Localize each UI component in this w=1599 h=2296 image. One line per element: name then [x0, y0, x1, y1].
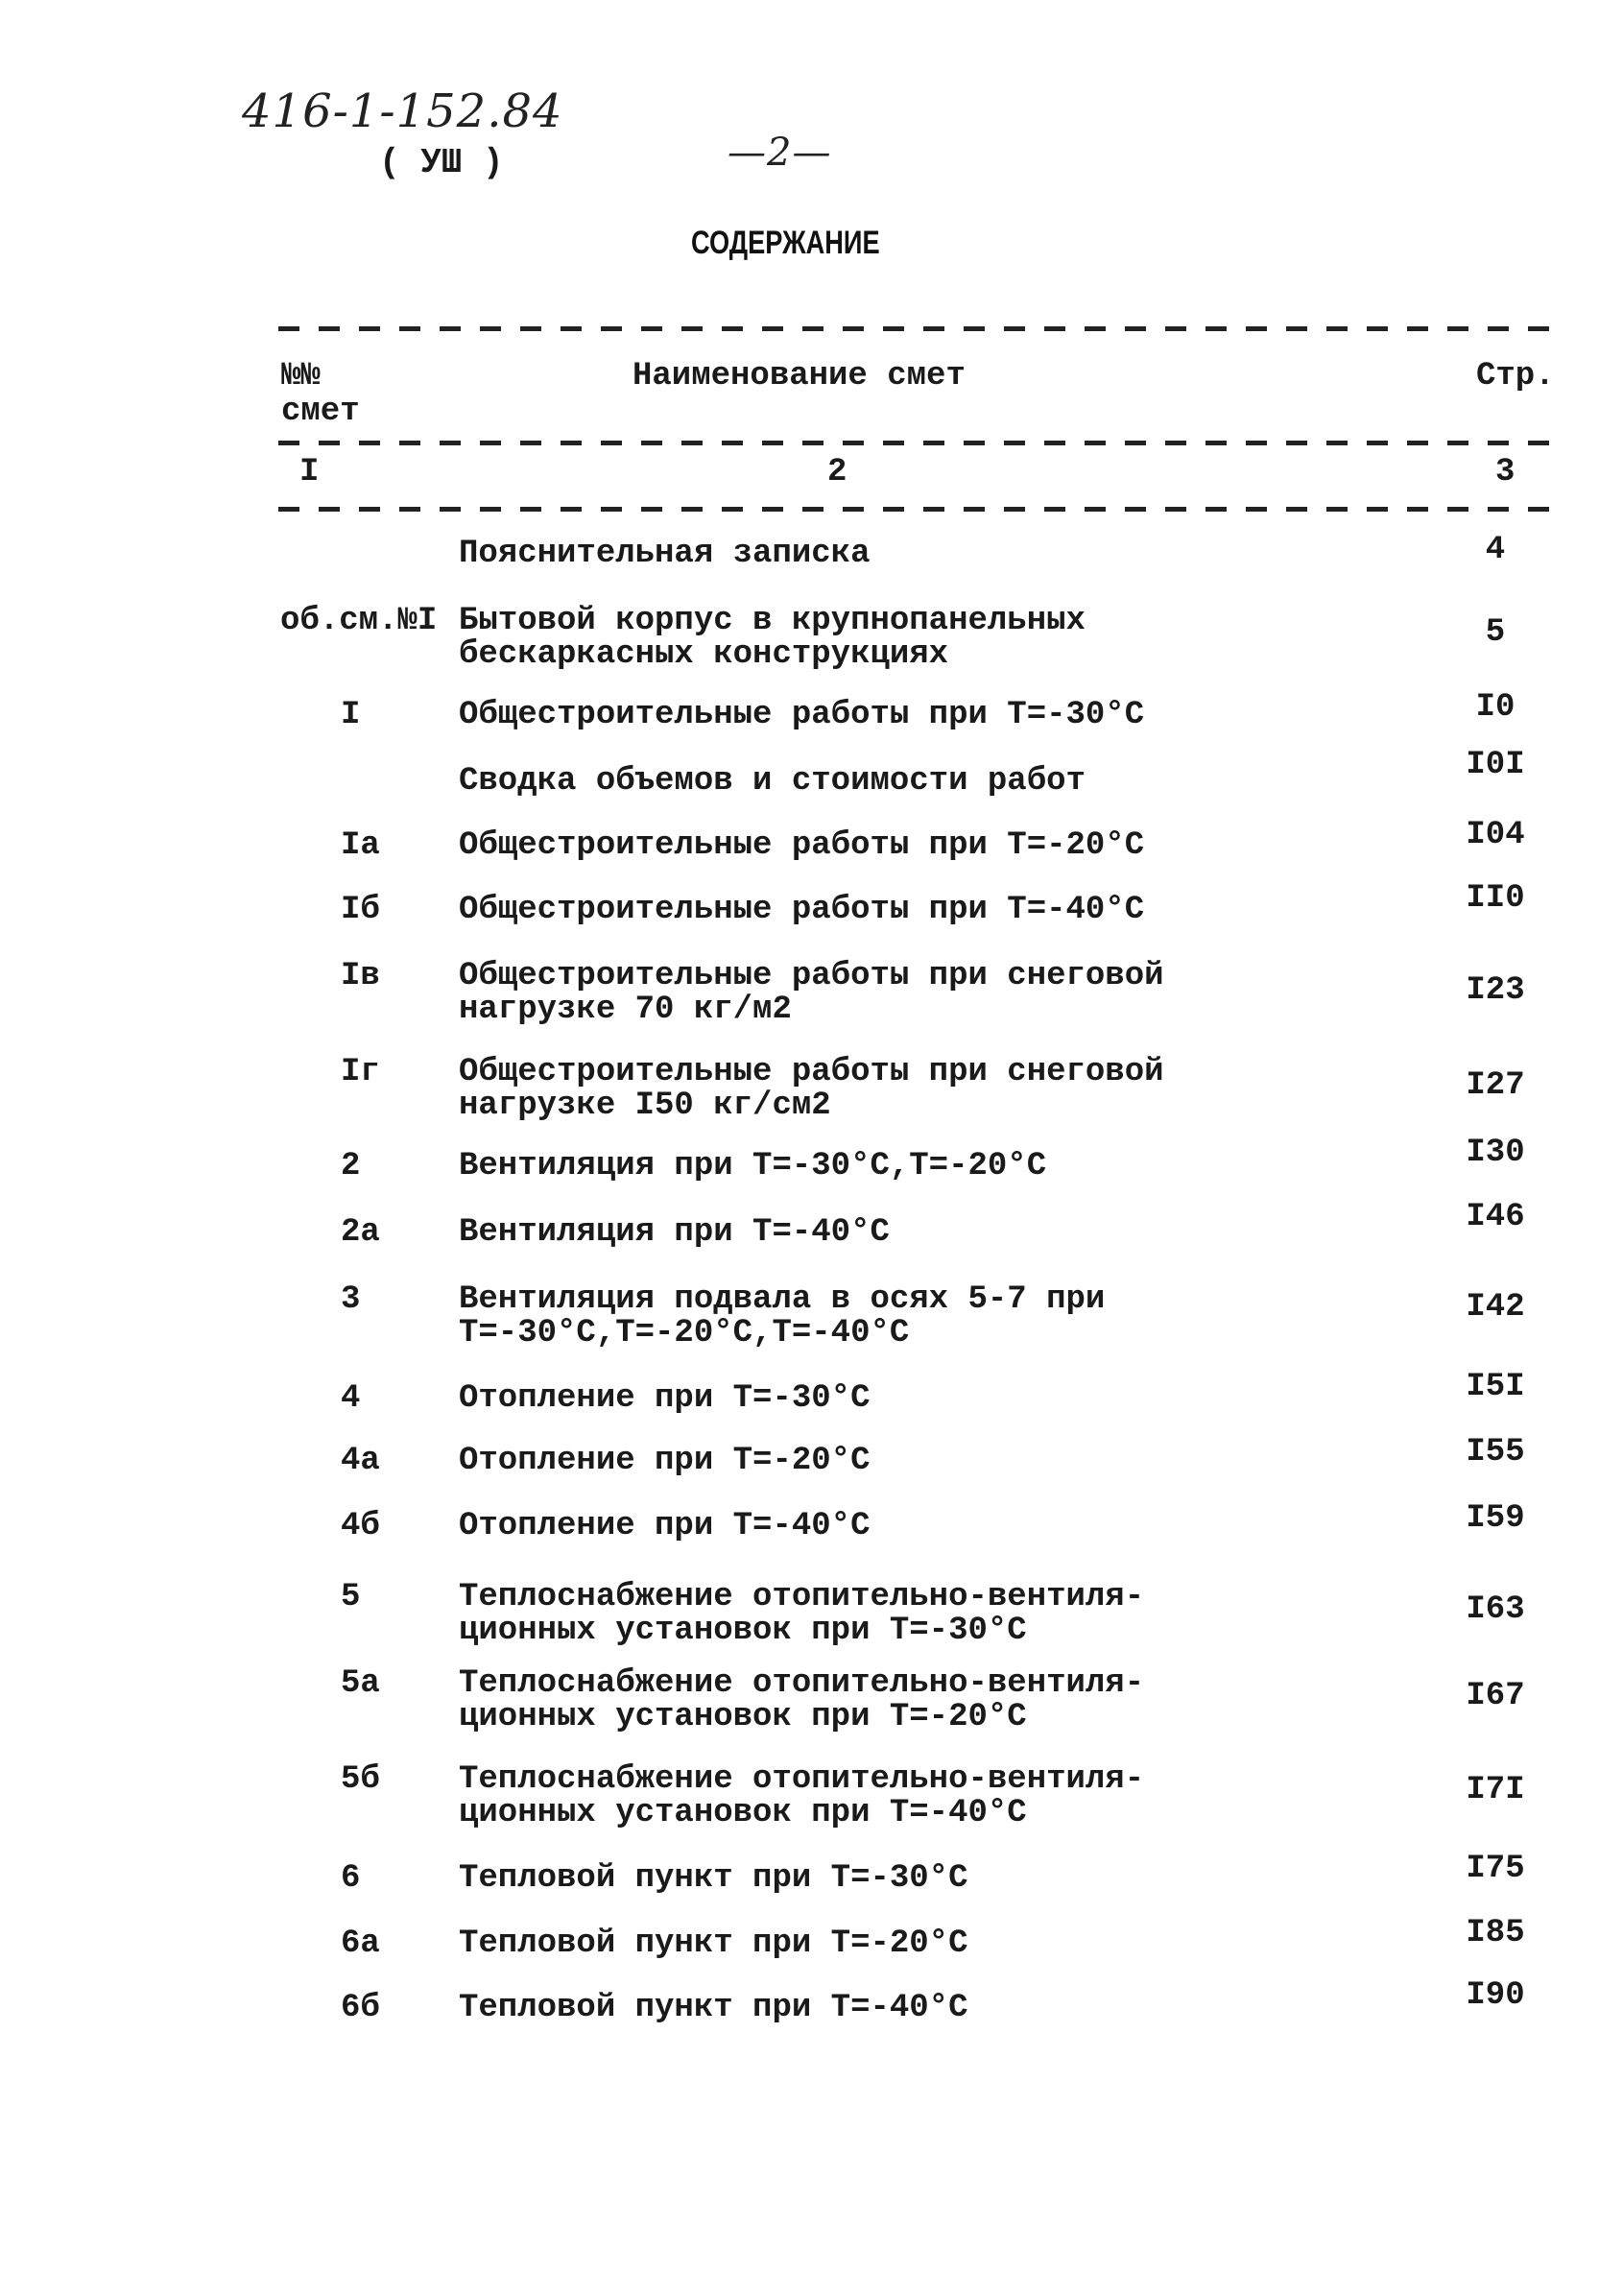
row-name: Вентиляция при Т=-30°С,Т=-20°С — [459, 1148, 1047, 1184]
row-name: Теплоснабжение отопительно-вентиля- ционных установок при Т=-30°С — [459, 1579, 1145, 1649]
page-title: СОДЕРЖАНИЕ — [691, 225, 880, 261]
row-name: Тепловой пункт при Т=-20°С — [459, 1925, 968, 1962]
row-page: I55 — [1466, 1434, 1525, 1471]
row-name: Отопление при Т=-40°С — [459, 1508, 871, 1544]
row-name: Вентиляция подвала в осях 5-7 при Т=-30°С,Т=-20°С,Т=-40°С — [459, 1281, 1106, 1351]
row-name: Отопление при Т=-20°С — [459, 1443, 871, 1479]
column-number-2: 2 — [827, 454, 847, 490]
row-number: Iа — [341, 827, 380, 864]
volume-number: ( УШ ) — [379, 143, 504, 182]
row-page: I04 — [1466, 817, 1525, 853]
row-page: I27 — [1466, 1067, 1525, 1104]
column-header-num: №№ — [281, 358, 321, 395]
row-page: I90 — [1466, 1977, 1525, 2014]
row-number: I — [341, 697, 361, 733]
row-name: Отопление при Т=-30°С — [459, 1380, 871, 1417]
row-number: 3 — [341, 1281, 361, 1318]
row-page: I59 — [1466, 1500, 1525, 1537]
divider — [278, 507, 1560, 512]
row-number: 4 — [341, 1380, 361, 1417]
row-number: 5а — [341, 1665, 380, 1702]
row-page: I42 — [1466, 1289, 1525, 1326]
row-name: Бытовой корпус в крупнопанельных бескаркасных конструкциях — [459, 603, 1086, 673]
row-page: I46 — [1466, 1199, 1525, 1235]
row-page: I5I — [1466, 1369, 1525, 1405]
row-number: Iб — [341, 892, 380, 928]
row-number: 6 — [341, 1860, 361, 1897]
row-name: Сводка объемов и стоимости работ — [459, 763, 1086, 800]
row-number: 6б — [341, 1990, 380, 2026]
column-header-page: Стр. — [1476, 358, 1555, 395]
row-number: 5 — [341, 1579, 361, 1615]
row-page: 4 — [1485, 532, 1506, 568]
column-header-name: Наименование смет — [632, 358, 966, 395]
row-number: 4а — [341, 1443, 380, 1479]
row-page: I23 — [1466, 972, 1525, 1009]
page-number: —2— — [728, 131, 832, 175]
row-name: Общестроительные работы при Т=-40°С — [459, 892, 1145, 928]
row-number: 2а — [341, 1214, 380, 1251]
row-name: Теплоснабжение отопительно-вентиля- ционных установок при Т=-40°С — [459, 1761, 1145, 1831]
row-number: Iв — [341, 958, 380, 994]
row-number: 2 — [341, 1148, 361, 1184]
row-page: I0I — [1466, 747, 1525, 783]
row-name: Общестроительные работы при снеговой нагрузке I50 кг/см2 — [459, 1054, 1164, 1124]
row-name: Общестроительные работы при Т=-30°С — [459, 697, 1145, 733]
row-page: I63 — [1466, 1591, 1525, 1628]
row-page: I0 — [1475, 689, 1515, 726]
column-number-1: I — [299, 454, 320, 490]
column-header-num-2: смет — [281, 394, 360, 430]
row-page: I30 — [1466, 1135, 1525, 1171]
row-page: I7I — [1466, 1772, 1525, 1808]
row-name: Общестроительные работы при Т=-20°С — [459, 827, 1145, 864]
row-number: об.см.№I — [280, 603, 438, 639]
divider — [278, 326, 1560, 331]
row-number: 4б — [341, 1508, 380, 1544]
row-name: Вентиляция при Т=-40°С — [459, 1214, 890, 1251]
row-page: I85 — [1466, 1915, 1525, 1951]
row-number: 6а — [341, 1925, 380, 1962]
row-page: I67 — [1466, 1678, 1525, 1714]
row-name: Тепловой пункт при Т=-30°С — [459, 1860, 968, 1897]
document-code: 416-1-152.84 — [242, 84, 563, 138]
row-name: Общестроительные работы при снеговой нагрузке 70 кг/м2 — [459, 958, 1164, 1028]
row-page: I75 — [1466, 1851, 1525, 1887]
row-page: II0 — [1466, 880, 1525, 917]
divider — [278, 441, 1560, 445]
row-number: 5б — [341, 1761, 380, 1798]
row-name: Тепловой пункт при Т=-40°С — [459, 1990, 968, 2026]
column-number-3: 3 — [1495, 454, 1515, 490]
row-name: Пояснительная записка — [459, 536, 871, 572]
row-name: Теплоснабжение отопительно-вентиля- ционных установок при Т=-20°С — [459, 1665, 1145, 1735]
row-page: 5 — [1485, 614, 1506, 651]
row-number: Iг — [341, 1054, 380, 1090]
